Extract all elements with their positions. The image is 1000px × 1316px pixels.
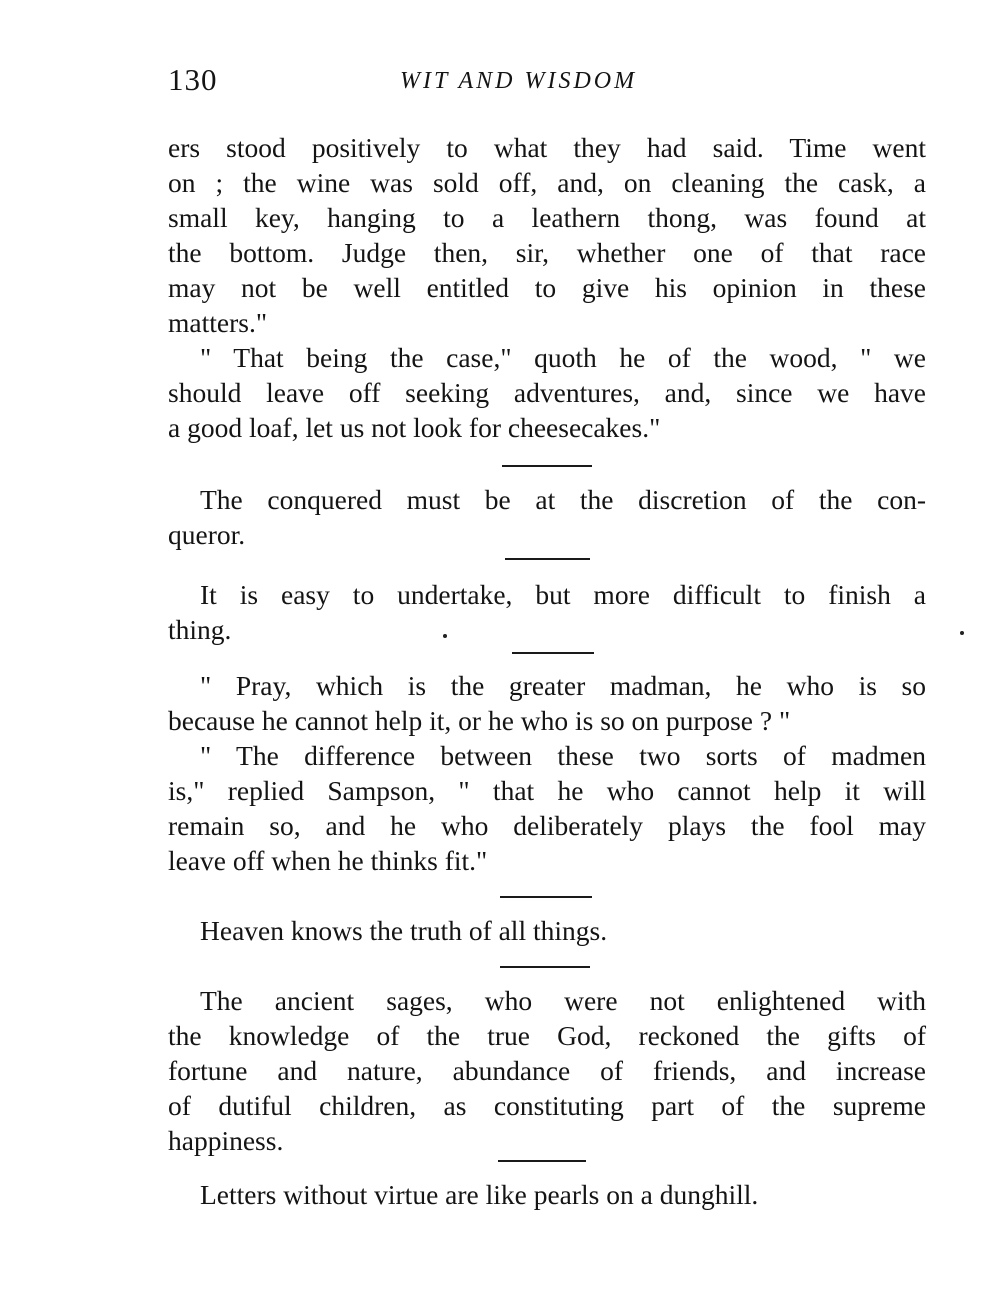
text-line: thing. bbox=[168, 614, 232, 645]
print-speck bbox=[443, 634, 447, 638]
paragraph-maxim bbox=[168, 482, 926, 552]
text-line: remain so, and he who deliberately plays the fool may bbox=[168, 810, 926, 841]
section-divider bbox=[500, 896, 592, 898]
text-line: on ; the wine was sold off, and, on cleaning the cask, a bbox=[168, 167, 926, 198]
page-header bbox=[168, 62, 926, 102]
text-line: happiness. bbox=[168, 1125, 284, 1156]
paragraph-dialogue bbox=[168, 738, 926, 878]
page-number: 130 bbox=[168, 62, 218, 97]
text-line: should leave off seeking adventures, and, since we have bbox=[168, 377, 926, 408]
paragraph-continuation bbox=[168, 130, 926, 340]
text-line: may not be well entitled to give his opinion in these bbox=[168, 272, 926, 303]
text-line: queror. bbox=[168, 519, 246, 550]
text-line: " Pray, which is the greater madman, he who is so bbox=[200, 670, 926, 701]
text-line: Heaven knows the truth of all things. bbox=[200, 915, 608, 946]
running-head: WIT AND WISDOM bbox=[400, 68, 638, 94]
paragraph-maxim bbox=[168, 1177, 926, 1212]
text-line: The ancient sages, who were not enlightened with bbox=[200, 985, 926, 1016]
text-line: " The difference between these two sorts of madmen bbox=[200, 740, 926, 771]
section-divider bbox=[505, 558, 590, 560]
paragraph-dialogue bbox=[168, 668, 926, 738]
paragraph-maxim bbox=[168, 577, 926, 647]
text-line: matters." bbox=[168, 307, 268, 338]
paragraph-dialogue bbox=[168, 340, 926, 445]
text-line: a good loaf, let us not look for cheesecakes." bbox=[168, 412, 661, 443]
print-speck bbox=[960, 631, 964, 635]
text-line: because he cannot help it, or he who is so on purpose ? " bbox=[168, 705, 791, 736]
paragraph-maxim bbox=[168, 983, 926, 1158]
text-line: The conquered must be at the discretion of the con- bbox=[200, 484, 926, 515]
text-line: is," replied Sampson, " that he who cannot help it will bbox=[168, 775, 926, 806]
text-line: fortune and nature, abundance of friends, and increase bbox=[168, 1055, 926, 1086]
text-line: ers stood positively to what they had said. Time went bbox=[168, 132, 926, 163]
text-line: the bottom. Judge then, sir, whether one of that race bbox=[168, 237, 926, 268]
text-line: of dutiful children, as constituting part of the supreme bbox=[168, 1090, 926, 1121]
text-line: the knowledge of the true God, reckoned the gifts of bbox=[168, 1020, 926, 1051]
text-line: leave off when he thinks fit." bbox=[168, 845, 488, 876]
text-line: Letters without virtue are like pearls on a dunghill. bbox=[200, 1179, 759, 1210]
text-line: small key, hanging to a leathern thong, was found at bbox=[168, 202, 926, 233]
text-line: It is easy to undertake, but more difficult to finish a bbox=[200, 579, 926, 610]
paragraph-maxim bbox=[168, 913, 926, 948]
section-divider bbox=[498, 1160, 586, 1162]
section-divider bbox=[502, 465, 592, 467]
text-line: " That being the case," quoth he of the wood, " we bbox=[200, 342, 926, 373]
section-divider bbox=[500, 966, 590, 968]
section-divider bbox=[512, 652, 594, 654]
